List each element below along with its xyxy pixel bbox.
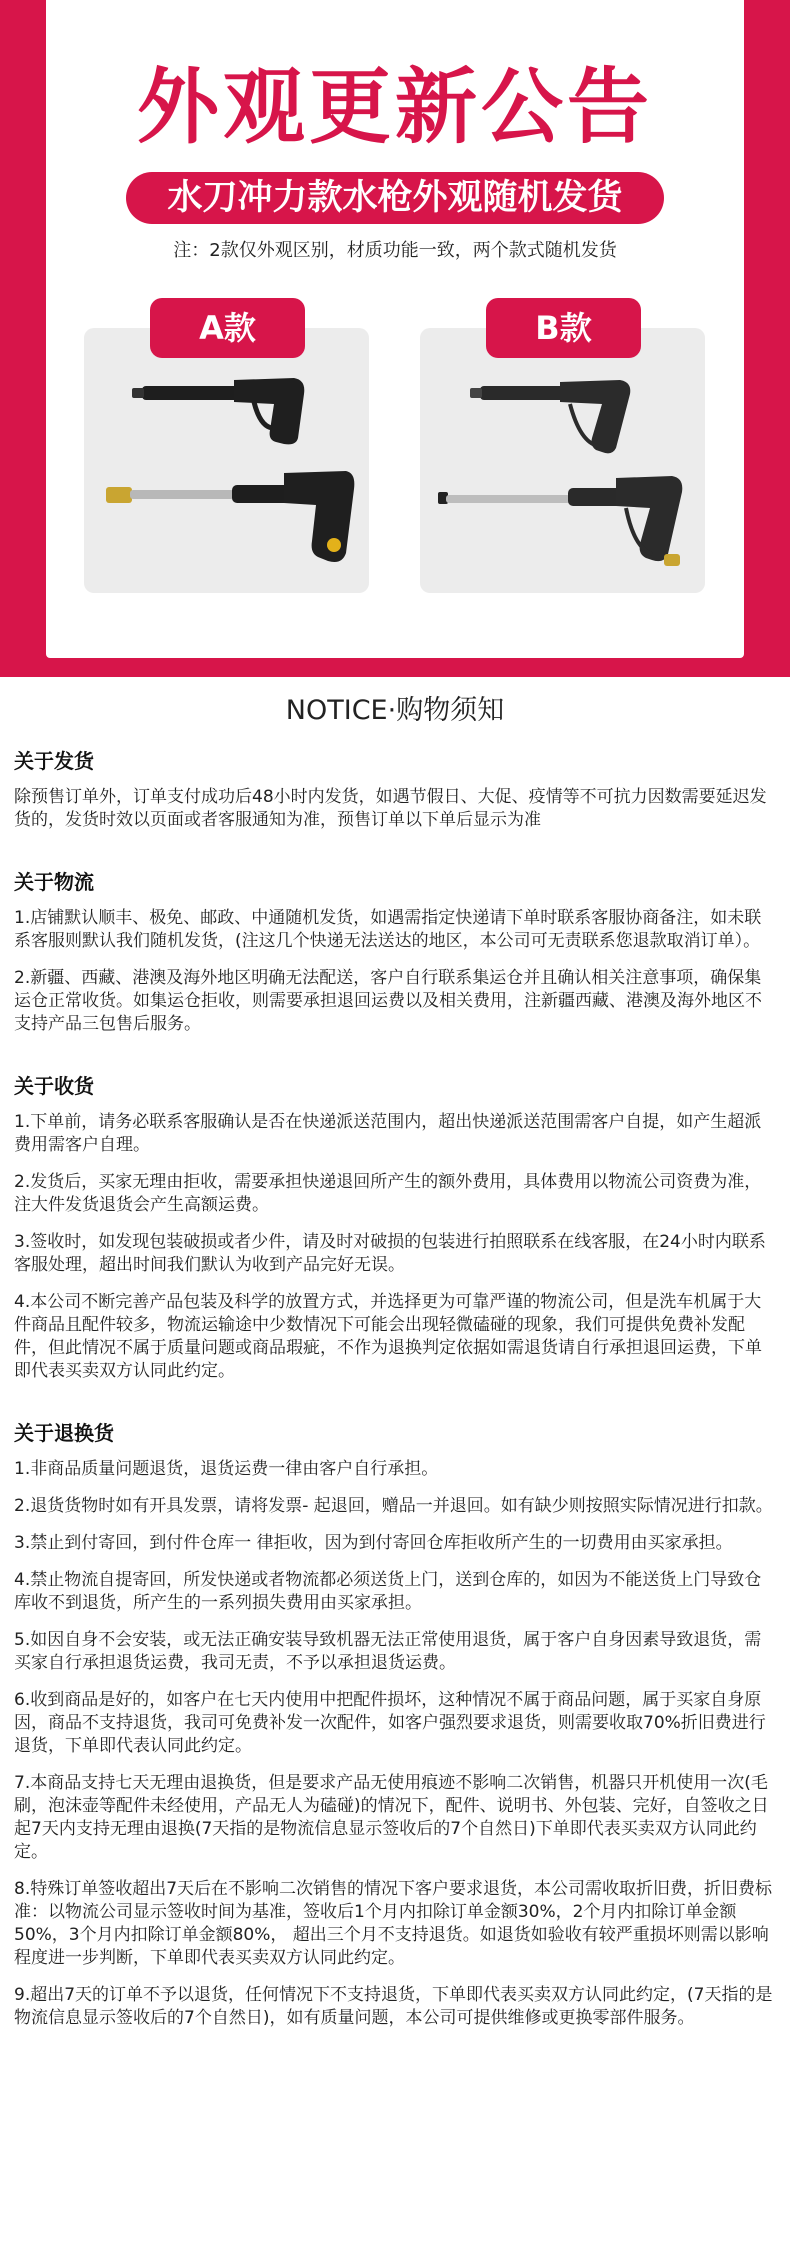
announcement-subtitle: 水刀冲力款水枪外观随机发货 xyxy=(126,172,664,224)
paragraph: 1.店铺默认顺丰、极免、邮政、中通随机发货，如遇需指定快递请下单时联系客服协商备注，如未联系客服则默认我们随机发货，(注这几个快递无法送达的地区，本公司可无责联系您退款取消订单）。 xyxy=(14,908,762,951)
announcement-banner xyxy=(0,0,790,677)
style-b-label: B款 xyxy=(486,298,641,358)
paragraph: 2.发货后，买家无理由拒收，需要承担快递退回所产生的额外费用，具体费用以物流公司资费为准，注大件发货退货会产生高额运费。 xyxy=(14,1172,762,1215)
section-title: 关于收货 xyxy=(14,1074,94,1098)
announcement-title: 外观更新公告 xyxy=(136,60,653,155)
paragraph: 3.签收时，如发现包装破损或者少件，请及时对破损的包装进行拍照联系在线客服，在24小时内联系客服处理，超出时间我们默认为收到产品完好无误。 xyxy=(14,1232,766,1275)
water-gun-b-side-image xyxy=(420,368,705,458)
paragraph: 5.如因自身不会安装，或无法正确安装导致机器无法正常使用退货，属于客户自身因素导致退货，需买家自行承担退货运费，我司无责，不予以承担退货运费。 xyxy=(14,1630,762,1673)
notice-content xyxy=(14,745,776,2064)
paragraph: 3.禁止到付寄回，到付件仓库一 律拒收，因为到付寄回仓库拒收所产生的一切费用由买家承担。 xyxy=(14,1533,733,1553)
announcement-note: 注：2款仅外观区别，材质功能一致，两个款式随机发货 xyxy=(173,240,617,261)
paragraph: 4.禁止物流自提寄回，所发快递或者物流都必须送货上门，送到仓库的，如因为不能送货上门导致仓库收不到退货，所产生的一系列损失费用由买家承担。 xyxy=(14,1570,762,1613)
style-b-card xyxy=(420,309,705,593)
paragraph: 1.非商品质量问题退货，退货运费一律由客户自行承担。 xyxy=(14,1459,439,1479)
paragraph: 6.收到商品是好的，如客户在七天内使用中把配件损坏，这种情况不属于商品问题，属于买家自身原因，商品不支持退货，我司可免费补发一次配件，如客户强烈要求退货，则需要收取70%折旧费进行退货，下单即代表认同此约定。 xyxy=(14,1690,766,1756)
section-title: 关于物流 xyxy=(14,870,94,894)
water-gun-b-extended-image xyxy=(420,458,705,578)
style-a-card xyxy=(84,309,369,593)
paragraph: 8.特殊订单签收超出7天后在不影响二次销售的情况下客户要求退货，本公司需收取折旧费，折旧费标准：以物流公司显示签收时间为基准，签收后1个月内扣除订单金额30%，2个月内扣除订单金额50%，3个月内扣除订单金额80%， 超出三个月不支持退货。如退货如验收有较严重损坏则需以影响程度进一步判断，下单即代表买卖双方认同此约定。 xyxy=(14,1879,773,1968)
paragraph: 除预售订单外，订单支付成功后48小时内发货，如遇节假日、大促、疫情等不可抗力因数需要延迟发货的，发货时效以页面或者客服通知为准，预售订单以下单后显示为准 xyxy=(14,787,767,830)
notice-title: NOTICE·购物须知 xyxy=(285,695,505,726)
paragraph: 7.本商品支持七天无理由退换货，但是要求产品无使用痕迹不影响二次销售，机器只开机使用一次(毛刷，泡沫壶等配件未经使用，产品无人为磕碰)的情况下，配件、说明书、外包装、完好，自签收之日起7天内支持无理由退换(7天指的是物流信息显示签收后的7个自然日)下单即代表买卖双方认同此约定。 xyxy=(14,1773,769,1862)
shipping-section xyxy=(14,745,776,832)
section-title: 关于退换货 xyxy=(14,1421,114,1445)
style-a-label: A款 xyxy=(150,298,305,358)
water-gun-a-side-image xyxy=(84,368,369,448)
paragraph: 9.超出7天的订单不予以退货，任何情况下不支持退货，下单即代表买卖双方认同此约定，(7天指的是物流信息显示签收后的7个自然日)，如有质量问题，本公司可提供维修或更换零部件服务。 xyxy=(14,1985,773,2028)
water-gun-a-extended-image xyxy=(84,453,369,583)
paragraph: 2.退货货物时如有开具发票，请将发票- 起退回，赠品一并退回。如有缺少则按照实际情况进行扣款。 xyxy=(14,1496,773,1516)
paragraph: 4.本公司不断完善产品包装及科学的放置方式，并选择更为可靠严谨的物流公司，但是洗车机属于大件商品且配件较多，物流运输途中少数情况下可能会出现轻微磕碰的现象，我们可提供免费补发配件，但此情况不属于质量问题或商品瑕疵，不作为退换判定依据如需退货请自行承担退回运费，下单即代表买卖双方认同此约定。 xyxy=(14,1292,762,1381)
logistics-section xyxy=(14,866,776,1036)
returns-section xyxy=(14,1417,776,2030)
paragraph: 1.下单前，请务必联系客服确认是否在快递派送范围内，超出快递派送范围需客户自提，如产生超派费用需客户自理。 xyxy=(14,1112,762,1155)
paragraph: 2.新疆、西藏、港澳及海外地区明确无法配送，客户自行联系集运仓并且确认相关注意事项，确保集运仓正常收货。如集运仓拒收，则需要承担退回运费以及相关费用，注新疆西藏、港澳及海外地区不支持产品三包售后服务。 xyxy=(14,968,762,1034)
section-title: 关于发货 xyxy=(14,749,94,773)
receiving-section xyxy=(14,1070,776,1383)
